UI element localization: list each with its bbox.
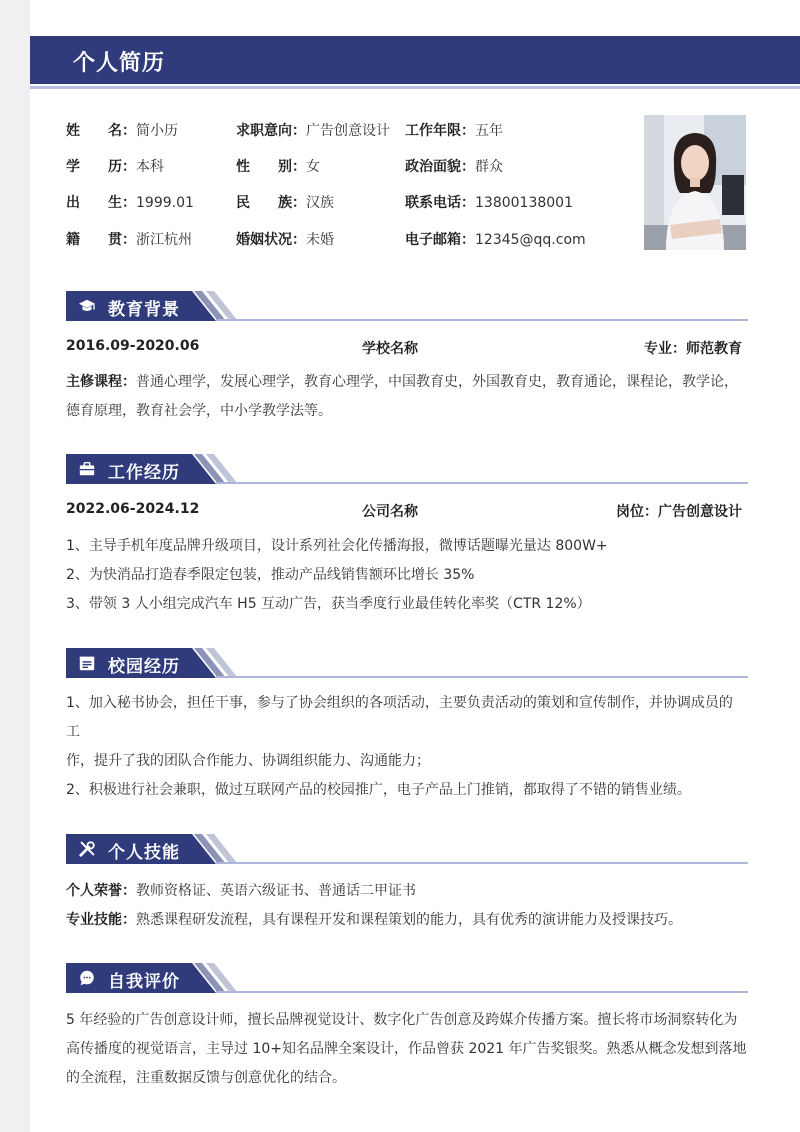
education-date: 2016.09-2020.06 [66,338,200,354]
info-marital: 婚姻状况：未婚 [236,232,334,248]
campus-line-2: 工 [66,724,80,740]
work-item-1: 1、主导手机年度品牌升级项目，设计系列社会化传播海报，微博话题曝光量达 800W+ [66,538,608,554]
education-row [66,338,748,358]
info-work-years: 工作年限：五年 [405,123,503,139]
campus-heading: 校园经历 [108,657,180,677]
info-birth: 出 生：1999.01 [66,195,194,211]
self-eval-heading: 自我评价 [108,972,180,992]
work-item-3: 3、带领 3 人小组完成汽车 H5 互动广告，获当季度行业最佳转化率奖（CTR 12%） [66,596,591,612]
info-email: 电子邮箱：12345@qq.com [405,232,586,248]
skills-professional: 专业技能：熟悉课程研发流程，具有课程开发和课程策划的能力，具有优秀的演讲能力及授课技巧。 [66,912,682,928]
info-political: 政治面貌：群众 [405,159,503,175]
header-bar [30,36,800,84]
education-section-header [66,291,748,325]
chat-bubble-icon [78,969,96,987]
work-company: 公司名称 [362,504,418,520]
campus-line-4: 2、积极进行社会兼职，做过互联网产品的校园推广，电子产品上门推销，都取得了不错的销售业绩。 [66,782,691,798]
education-school: 学校名称 [362,341,418,357]
campus-line-3: 作，提升了我的团队合作能力、协调组织能力、沟通能力； [66,753,430,769]
skills-honors: 个人荣誉：教师资格证、英语六级证书、普通话二甲证书 [66,883,416,899]
profile-photo [644,115,746,250]
self-eval-line-1: 5 年经验的广告创意设计师，擅长品牌视觉设计、数字化广告创意及跨媒介传播方案。擅长将市场洞察转化为 [66,1012,738,1028]
campus-line-1: 1、加入秘书协会，担任干事，参与了协会组织的各项活动，主要负责活动的策划和宣传制作，并协调成员的 [66,695,733,711]
self-eval-line-2: 高传播度的视觉语言，主导过 10+知名品牌全案设计，作品曾获 2021 年广告奖银奖。熟悉从概念发想到落地 [66,1041,747,1057]
campus-section-header [66,648,748,682]
work-section-header [66,454,748,488]
skills-heading: 个人技能 [108,843,180,863]
info-hometown: 籍 贯：浙江杭州 [66,232,192,248]
info-name: 姓 名：简小历 [66,123,178,139]
graduation-cap-icon [78,297,96,315]
education-major: 专业：师范教育 [644,341,742,357]
header-underline [30,86,800,89]
info-phone: 联系电话：13800138001 [405,195,573,211]
self-eval-line-3: 的全流程，注重数据反馈与创意优化的结合。 [66,1070,346,1086]
education-courses-line1: 主修课程：普通心理学，发展心理学，教育心理学，中国教育史，外国教育史，教育通论，课程论，教学论， [66,374,738,390]
info-education: 学 历：本科 [66,159,164,175]
education-heading: 教育背景 [108,300,180,320]
left-margin-strip [0,0,30,1132]
work-date: 2022.06-2024.12 [66,501,200,517]
work-position: 岗位：广告创意设计 [616,504,742,520]
info-job-intention: 求职意向：广告创意设计 [236,123,390,139]
tools-icon [78,840,96,858]
info-gender: 性 别：女 [236,159,320,175]
info-ethnicity: 民 族：汉族 [236,195,334,211]
work-heading: 工作经历 [108,463,180,483]
skills-section-header [66,834,748,868]
work-item-2: 2、为快消品打造春季限定包装，推动产品线销售额环比增长 35% [66,567,475,583]
calendar-icon [78,654,96,672]
education-courses-line2: 德育原理，教育社会学，中小学教学法等。 [66,403,332,419]
page-title: 个人简历 [73,51,166,76]
briefcase-icon [78,460,96,478]
work-row [66,501,748,521]
self-eval-section-header [66,963,748,997]
